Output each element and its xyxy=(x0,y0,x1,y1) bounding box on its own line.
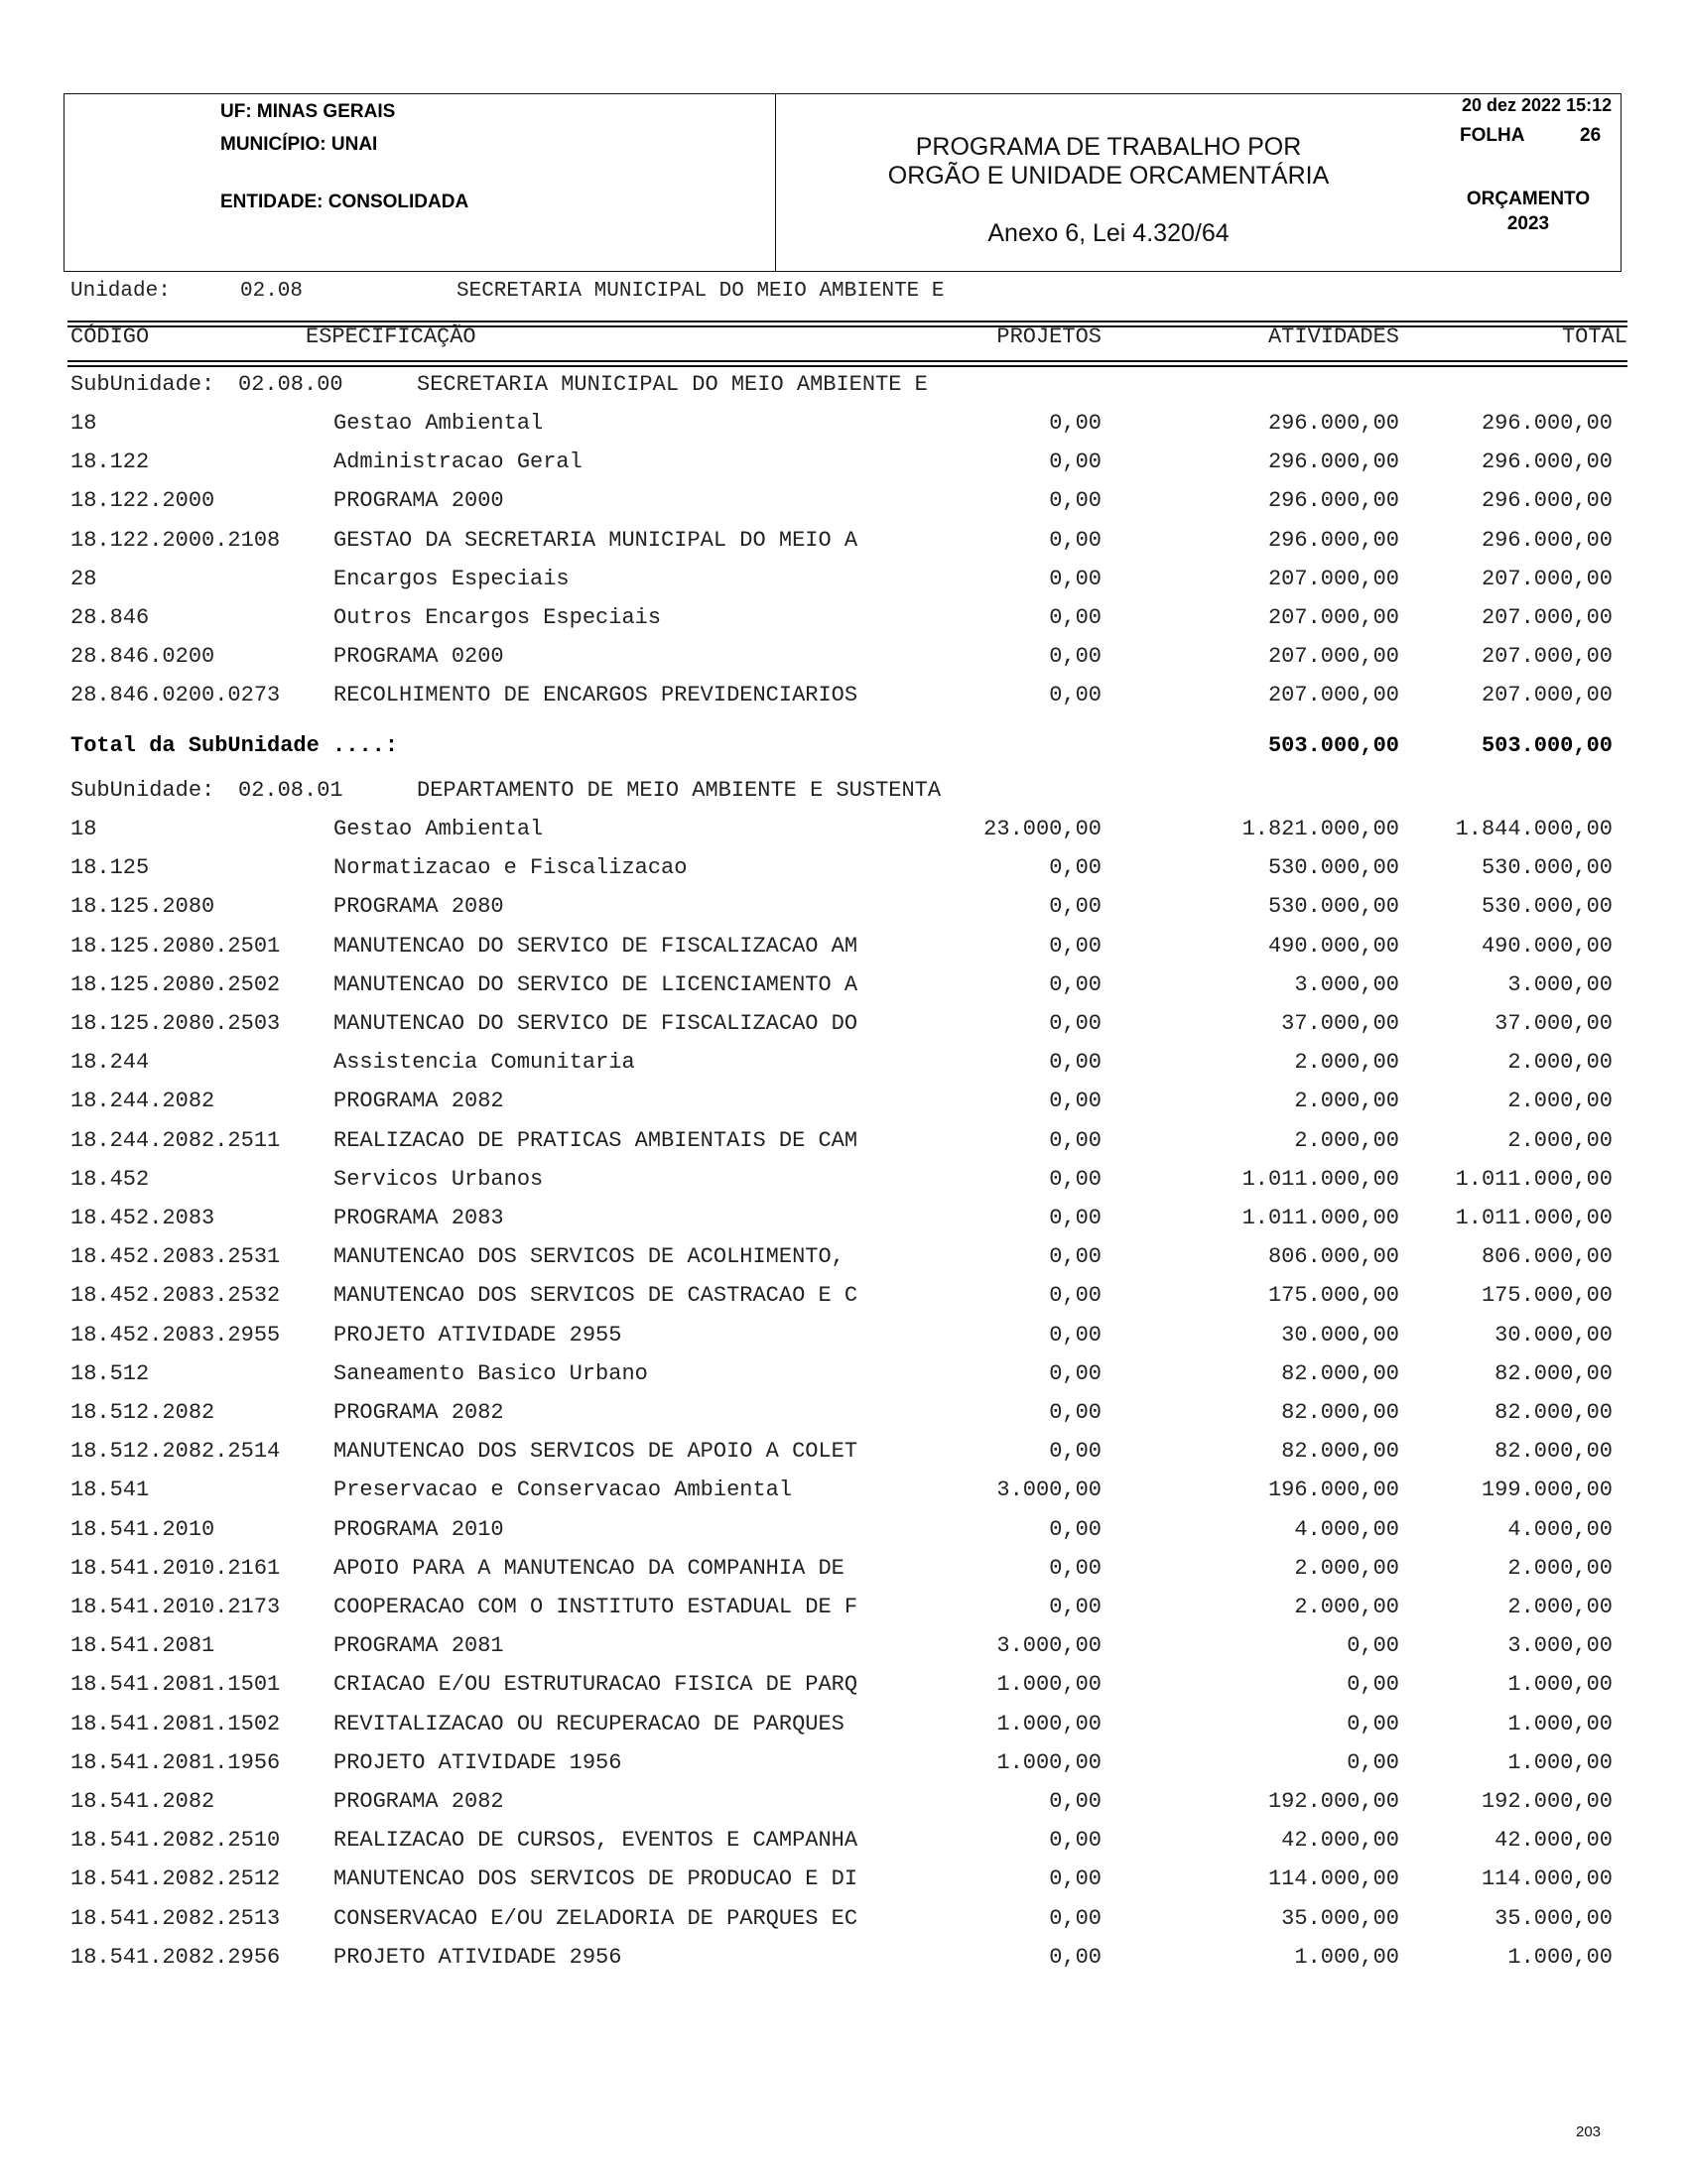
projetos-cell: 23.000,00 xyxy=(983,817,1102,841)
code-cell: 18.541.2082 xyxy=(70,1789,215,1814)
table-row xyxy=(0,448,1688,477)
atividades-cell: 3.000,00 xyxy=(1294,971,1399,997)
projetos-cell: 0,00 xyxy=(1049,1555,1102,1581)
projetos-cell: 0,00 xyxy=(1049,1944,1102,1970)
projetos-cell: 1.000,00 xyxy=(996,1749,1102,1775)
specification-cell: Administracao Geral xyxy=(333,450,583,475)
table-row xyxy=(0,1631,1688,1661)
total-cell: 3.000,00 xyxy=(1507,971,1613,997)
subunit-code: 02.08.00 xyxy=(238,372,343,397)
table-row xyxy=(0,1242,1688,1272)
table-row xyxy=(0,1398,1688,1428)
table-row xyxy=(0,1126,1688,1156)
atividades-cell: 2.000,00 xyxy=(1294,1555,1399,1581)
specification-cell: Normatizacao e Fiscalizacao xyxy=(333,855,688,881)
code-cell: 18.512.2082.2514 xyxy=(70,1439,281,1465)
atividades-cell: 207.000,00 xyxy=(1267,644,1399,670)
projetos-cell: 0,00 xyxy=(1049,1050,1102,1076)
table-row xyxy=(0,1554,1688,1584)
specification-cell: Gestao Ambiental xyxy=(333,817,544,841)
code-cell: 28 xyxy=(70,566,97,591)
subunit-name: DEPARTAMENTO DE MEIO AMBIENTE E SUSTENTA xyxy=(417,778,942,803)
atividades-cell: 2.000,00 xyxy=(1294,1050,1399,1076)
total-cell: 207.000,00 xyxy=(1481,683,1613,708)
table-row xyxy=(0,970,1688,1000)
column-especificacao: ESPECIFICAÇÃO xyxy=(306,324,476,349)
specification-cell: REALIZACAO DE PRATICAS AMBIENTAIS DE CAM xyxy=(333,1127,858,1153)
code-cell: 18.541.2010.2161 xyxy=(70,1555,281,1581)
total-cell: 4.000,00 xyxy=(1507,1516,1613,1542)
total-cell: 175.000,00 xyxy=(1481,1283,1613,1309)
specification-cell: MANUTENCAO DO SERVICO DE FISCALIZACAO DO xyxy=(333,1011,858,1036)
projetos-cell: 0,00 xyxy=(1049,1439,1102,1465)
atividades-cell: 196.000,00 xyxy=(1267,1477,1399,1503)
specification-cell: Outros Encargos Especiais xyxy=(333,605,662,630)
table-row xyxy=(0,409,1688,439)
atividades-cell: 2.000,00 xyxy=(1294,1127,1399,1153)
total-cell: 35.000,00 xyxy=(1494,1905,1613,1931)
total-cell: 207.000,00 xyxy=(1481,605,1613,630)
total-cell: 296.000,00 xyxy=(1481,411,1613,436)
projetos-cell: 0,00 xyxy=(1049,1283,1102,1309)
atividades-cell: 806.000,00 xyxy=(1267,1244,1399,1270)
table-row xyxy=(0,1048,1688,1078)
total-cell: 30.000,00 xyxy=(1494,1322,1613,1348)
specification-cell: CRIACAO E/OU ESTRUTURACAO FISICA DE PARQ xyxy=(333,1672,858,1698)
total-cell: 82.000,00 xyxy=(1494,1400,1613,1425)
projetos-cell: 0,00 xyxy=(1049,450,1102,475)
specification-cell: PROJETO ATIVIDADE 2956 xyxy=(333,1944,622,1970)
atividades-cell: 0,00 xyxy=(1347,1633,1399,1659)
column-atividades: ATIVIDADES xyxy=(1267,324,1399,349)
specification-cell: MANUTENCAO DO SERVICO DE LICENCIAMENTO A xyxy=(333,971,858,997)
unidade-label: Unidade: xyxy=(70,280,171,303)
code-cell: 28.846.0200.0273 xyxy=(70,683,281,708)
specification-cell: PROGRAMA 2081 xyxy=(333,1633,504,1659)
projetos-cell: 0,00 xyxy=(1049,1866,1102,1892)
total-cell: 207.000,00 xyxy=(1481,644,1613,670)
total-cell: 3.000,00 xyxy=(1507,1633,1613,1659)
code-cell: 18.452 xyxy=(70,1166,150,1192)
projetos-cell: 0,00 xyxy=(1049,1516,1102,1542)
specification-cell: CONSERVACAO E/OU ZELADORIA DE PARQUES EC xyxy=(333,1905,858,1931)
specification-cell: Servicos Urbanos xyxy=(333,1166,544,1192)
specification-cell: Gestao Ambiental xyxy=(333,411,544,436)
total-cell: 1.011.000,00 xyxy=(1455,1206,1613,1230)
projetos-cell: 0,00 xyxy=(1049,855,1102,881)
code-cell: 18.541.2081.1502 xyxy=(70,1711,281,1736)
total-cell: 1.011.000,00 xyxy=(1455,1166,1613,1192)
table-row xyxy=(0,1476,1688,1505)
atividades-cell: 2.000,00 xyxy=(1294,1089,1399,1114)
code-cell: 18.541.2082.2512 xyxy=(70,1866,281,1892)
code-cell: 18.244 xyxy=(70,1050,150,1076)
table-row xyxy=(0,932,1688,962)
uf-label: UF: MINAS GERAIS xyxy=(220,101,396,122)
unidade-name: SECRETARIA MUNICIPAL DO MEIO AMBIENTE E xyxy=(456,280,945,303)
projetos-cell: 3.000,00 xyxy=(996,1633,1102,1659)
specification-cell: RECOLHIMENTO DE ENCARGOS PREVIDENCIARIOS xyxy=(333,683,858,708)
atividades-cell: 82.000,00 xyxy=(1281,1400,1399,1425)
code-cell: 18 xyxy=(70,817,97,841)
code-cell: 18.541 xyxy=(70,1477,150,1503)
code-cell: 18.244.2082.2511 xyxy=(70,1127,281,1153)
total-cell: 490.000,00 xyxy=(1481,933,1613,959)
code-cell: 18.541.2082.2956 xyxy=(70,1944,281,1970)
column-header-bottom-rule xyxy=(67,360,1627,367)
table-row xyxy=(0,1204,1688,1233)
code-cell: 18.244.2082 xyxy=(70,1089,215,1114)
table-row xyxy=(0,1009,1688,1039)
table-row xyxy=(0,1826,1688,1856)
atividades-cell: 296.000,00 xyxy=(1267,488,1399,514)
specification-cell: REVITALIZACAO OU RECUPERACAO DE PARQUES xyxy=(333,1711,844,1736)
total-cell: 296.000,00 xyxy=(1481,527,1613,553)
specification-cell: MANUTENCAO DOS SERVICOS DE PRODUCAO E DI xyxy=(333,1866,858,1892)
atividades-cell: 296.000,00 xyxy=(1267,450,1399,475)
atividades-cell: 175.000,00 xyxy=(1267,1283,1399,1309)
total-cell: 296.000,00 xyxy=(1481,450,1613,475)
specification-cell: REALIZACAO DE CURSOS, EVENTOS E CAMPANHA xyxy=(333,1828,858,1854)
table-row xyxy=(0,1281,1688,1311)
code-cell: 18.541.2081.1956 xyxy=(70,1749,281,1775)
projetos-cell: 0,00 xyxy=(1049,1206,1102,1230)
subunit-total-total: 503.000,00 xyxy=(1481,733,1613,758)
atividades-cell: 82.000,00 xyxy=(1281,1360,1399,1386)
code-cell: 18.452.2083 xyxy=(70,1206,215,1230)
code-cell: 18.512 xyxy=(70,1360,150,1386)
table-row xyxy=(0,526,1688,556)
report-title-line2: ORGÃO E UNIDADE ORCAMENTÁRIA xyxy=(887,162,1330,190)
subunit-header xyxy=(0,776,1688,806)
subunit-code: 02.08.01 xyxy=(238,778,343,803)
total-cell: 114.000,00 xyxy=(1481,1866,1613,1892)
atividades-cell: 530.000,00 xyxy=(1267,855,1399,881)
report-datetime: 20 dez 2022 15:12 xyxy=(1462,95,1613,115)
total-cell: 1.000,00 xyxy=(1507,1672,1613,1698)
total-cell: 2.000,00 xyxy=(1507,1595,1613,1619)
subunit-header xyxy=(0,370,1688,400)
code-cell: 18.541.2010.2173 xyxy=(70,1595,281,1619)
atividades-cell: 296.000,00 xyxy=(1267,411,1399,436)
atividades-cell: 192.000,00 xyxy=(1267,1789,1399,1814)
projetos-cell: 0,00 xyxy=(1049,1322,1102,1348)
table-row xyxy=(0,853,1688,883)
table-row xyxy=(0,892,1688,922)
projetos-cell: 3.000,00 xyxy=(996,1477,1102,1503)
code-cell: 18 xyxy=(70,411,97,436)
code-cell: 18.122.2000 xyxy=(70,488,215,514)
projetos-cell: 0,00 xyxy=(1049,1011,1102,1036)
total-cell: 42.000,00 xyxy=(1494,1828,1613,1854)
subunit-label: SubUnidade: xyxy=(70,778,215,803)
projetos-cell: 0,00 xyxy=(1049,1089,1102,1114)
total-cell: 1.000,00 xyxy=(1507,1944,1613,1970)
code-cell: 18.125.2080.2503 xyxy=(70,1011,281,1036)
code-cell: 18.125.2080.2502 xyxy=(70,971,281,997)
table-row xyxy=(0,1748,1688,1778)
projetos-cell: 0,00 xyxy=(1049,644,1102,670)
atividades-cell: 207.000,00 xyxy=(1267,605,1399,630)
code-cell: 18.452.2083.2532 xyxy=(70,1283,281,1309)
code-cell: 28.846.0200 xyxy=(70,644,215,670)
projetos-cell: 0,00 xyxy=(1049,411,1102,436)
specification-cell: MANUTENCAO DOS SERVICOS DE APOIO A COLET xyxy=(333,1439,858,1465)
specification-cell: MANUTENCAO DOS SERVICOS DE ACOLHIMENTO, xyxy=(333,1244,844,1270)
total-cell: 2.000,00 xyxy=(1507,1555,1613,1581)
atividades-cell: 0,00 xyxy=(1347,1711,1399,1736)
table-row xyxy=(0,1710,1688,1739)
specification-cell: Encargos Especiais xyxy=(333,566,570,591)
page-number: 203 xyxy=(1576,2123,1602,2140)
entidade-label: ENTIDADE: CONSOLIDADA xyxy=(220,192,469,212)
projetos-cell: 0,00 xyxy=(1049,566,1102,591)
total-cell: 2.000,00 xyxy=(1507,1050,1613,1076)
specification-cell: MANUTENCAO DO SERVICO DE FISCALIZACAO AM xyxy=(333,933,858,959)
atividades-cell: 490.000,00 xyxy=(1267,933,1399,959)
specification-cell: PROJETO ATIVIDADE 1956 xyxy=(333,1749,622,1775)
specification-cell: PROGRAMA 2010 xyxy=(333,1516,504,1542)
table-row xyxy=(0,1864,1688,1894)
total-cell: 806.000,00 xyxy=(1481,1244,1613,1270)
subunit-name: SECRETARIA MUNICIPAL DO MEIO AMBIENTE E xyxy=(417,372,928,397)
projetos-cell: 0,00 xyxy=(1049,1127,1102,1153)
projetos-cell: 0,00 xyxy=(1049,1400,1102,1425)
projetos-cell: 0,00 xyxy=(1049,605,1102,630)
specification-cell: PROGRAMA 0200 xyxy=(333,644,504,670)
projetos-cell: 0,00 xyxy=(1049,1244,1102,1270)
code-cell: 18.452.2083.2531 xyxy=(70,1244,281,1270)
table-row xyxy=(0,1321,1688,1350)
specification-cell: Saneamento Basico Urbano xyxy=(333,1360,648,1386)
atividades-cell: 1.000,00 xyxy=(1294,1944,1399,1970)
code-cell: 18.125 xyxy=(70,855,150,881)
table-row xyxy=(0,1359,1688,1389)
specification-cell: PROGRAMA 2082 xyxy=(333,1789,504,1814)
code-cell: 28.846 xyxy=(70,605,150,630)
total-cell: 2.000,00 xyxy=(1507,1127,1613,1153)
column-header-row xyxy=(0,322,1688,352)
folha-number: 26 xyxy=(1580,125,1602,146)
specification-cell: Assistencia Comunitaria xyxy=(333,1050,635,1076)
atividades-cell: 35.000,00 xyxy=(1281,1905,1399,1931)
atividades-cell: 42.000,00 xyxy=(1281,1828,1399,1854)
total-cell: 1.000,00 xyxy=(1507,1711,1613,1736)
table-row xyxy=(0,1515,1688,1545)
folha-label: FOLHA xyxy=(1460,125,1525,146)
total-cell: 2.000,00 xyxy=(1507,1089,1613,1114)
table-row xyxy=(0,486,1688,516)
subunit-total-label: Total da SubUnidade ....: xyxy=(70,733,399,758)
atividades-cell: 1.011.000,00 xyxy=(1241,1166,1399,1192)
projetos-cell: 0,00 xyxy=(1049,1789,1102,1814)
specification-cell: PROGRAMA 2083 xyxy=(333,1206,504,1230)
orcamento-label: ORÇAMENTO xyxy=(1466,189,1591,209)
projetos-cell: 0,00 xyxy=(1049,1828,1102,1854)
total-cell: 530.000,00 xyxy=(1481,894,1613,920)
table-row xyxy=(0,565,1688,594)
table-row xyxy=(0,1087,1688,1116)
column-total: TOTAL xyxy=(1561,324,1627,349)
atividades-cell: 30.000,00 xyxy=(1281,1322,1399,1348)
code-cell: 18.512.2082 xyxy=(70,1400,215,1425)
table-row xyxy=(0,1904,1688,1934)
column-projetos: PROJETOS xyxy=(996,324,1102,349)
subunit-label: SubUnidade: xyxy=(70,372,215,397)
atividades-cell: 1.011.000,00 xyxy=(1241,1206,1399,1230)
atividades-cell: 0,00 xyxy=(1347,1672,1399,1698)
specification-cell: APOIO PARA A MANUTENCAO DA COMPANHIA DE xyxy=(333,1555,844,1581)
table-row xyxy=(0,1787,1688,1817)
total-cell: 1.000,00 xyxy=(1507,1749,1613,1775)
total-cell: 192.000,00 xyxy=(1481,1789,1613,1814)
total-cell: 207.000,00 xyxy=(1481,566,1613,591)
projetos-cell: 0,00 xyxy=(1049,1905,1102,1931)
code-cell: 18.452.2083.2955 xyxy=(70,1322,281,1348)
code-cell: 18.541.2081.1501 xyxy=(70,1672,281,1698)
table-row xyxy=(0,642,1688,672)
projetos-cell: 0,00 xyxy=(1049,527,1102,553)
table-row xyxy=(0,603,1688,633)
total-cell: 82.000,00 xyxy=(1494,1439,1613,1465)
table-row xyxy=(0,1437,1688,1467)
code-cell: 18.122.2000.2108 xyxy=(70,527,281,553)
projetos-cell: 0,00 xyxy=(1049,971,1102,997)
specification-cell: PROJETO ATIVIDADE 2955 xyxy=(333,1322,622,1348)
specification-cell: PROGRAMA 2082 xyxy=(333,1400,504,1425)
projetos-cell: 0,00 xyxy=(1049,1360,1102,1386)
orcamento-year: 2023 xyxy=(1506,213,1550,234)
atividades-cell: 37.000,00 xyxy=(1281,1011,1399,1036)
code-cell: 18.122 xyxy=(70,450,150,475)
total-cell: 37.000,00 xyxy=(1494,1011,1613,1036)
atividades-cell: 0,00 xyxy=(1347,1749,1399,1775)
code-cell: 18.541.2010 xyxy=(70,1516,215,1542)
subunit-total-atividades: 503.000,00 xyxy=(1267,733,1399,758)
projetos-cell: 0,00 xyxy=(1049,683,1102,708)
specification-cell: MANUTENCAO DOS SERVICOS DE CASTRACAO E C xyxy=(333,1283,858,1309)
code-cell: 18.125.2080.2501 xyxy=(70,933,281,959)
unidade-code: 02.08 xyxy=(240,280,304,303)
projetos-cell: 0,00 xyxy=(1049,488,1102,514)
atividades-cell: 207.000,00 xyxy=(1267,566,1399,591)
projetos-cell: 0,00 xyxy=(1049,933,1102,959)
total-cell: 296.000,00 xyxy=(1481,488,1613,514)
total-cell: 1.844.000,00 xyxy=(1455,817,1613,841)
atividades-cell: 296.000,00 xyxy=(1267,527,1399,553)
atividades-cell: 114.000,00 xyxy=(1267,1866,1399,1892)
atividades-cell: 4.000,00 xyxy=(1294,1516,1399,1542)
projetos-cell: 0,00 xyxy=(1049,1595,1102,1619)
table-row xyxy=(0,1943,1688,1973)
subunit-total-row xyxy=(0,731,1688,761)
table-row xyxy=(0,815,1688,844)
code-cell: 18.541.2081 xyxy=(70,1633,215,1659)
atividades-cell: 1.821.000,00 xyxy=(1241,817,1399,841)
specification-cell: GESTAO DA SECRETARIA MUNICIPAL DO MEIO A xyxy=(333,527,858,553)
projetos-cell: 1.000,00 xyxy=(996,1672,1102,1698)
code-cell: 18.541.2082.2513 xyxy=(70,1905,281,1931)
specification-cell: PROGRAMA 2082 xyxy=(333,1089,504,1114)
specification-cell: COOPERACAO COM O INSTITUTO ESTADUAL DE F xyxy=(333,1595,858,1619)
code-cell: 18.541.2082.2510 xyxy=(70,1828,281,1854)
total-cell: 530.000,00 xyxy=(1481,855,1613,881)
total-cell: 199.000,00 xyxy=(1481,1477,1613,1503)
table-row xyxy=(0,681,1688,710)
column-codigo: CÓDIGO xyxy=(70,324,150,349)
table-row xyxy=(0,1670,1688,1700)
report-title-line1: PROGRAMA DE TRABALHO POR xyxy=(915,133,1302,161)
specification-cell: PROGRAMA 2000 xyxy=(333,488,504,514)
projetos-cell: 0,00 xyxy=(1049,894,1102,920)
total-cell: 82.000,00 xyxy=(1494,1360,1613,1386)
projetos-cell: 1.000,00 xyxy=(996,1711,1102,1736)
code-cell: 18.125.2080 xyxy=(70,894,215,920)
specification-cell: Preservacao e Conservacao Ambiental xyxy=(333,1477,793,1503)
atividades-cell: 530.000,00 xyxy=(1267,894,1399,920)
municipio-label: MUNICÍPIO: UNAI xyxy=(220,134,378,155)
annex-label: Anexo 6, Lei 4.320/64 xyxy=(987,219,1230,247)
atividades-cell: 2.000,00 xyxy=(1294,1595,1399,1619)
table-row xyxy=(0,1593,1688,1622)
table-row xyxy=(0,1165,1688,1195)
projetos-cell: 0,00 xyxy=(1049,1166,1102,1192)
atividades-cell: 207.000,00 xyxy=(1267,683,1399,708)
specification-cell: PROGRAMA 2080 xyxy=(333,894,504,920)
atividades-cell: 82.000,00 xyxy=(1281,1439,1399,1465)
